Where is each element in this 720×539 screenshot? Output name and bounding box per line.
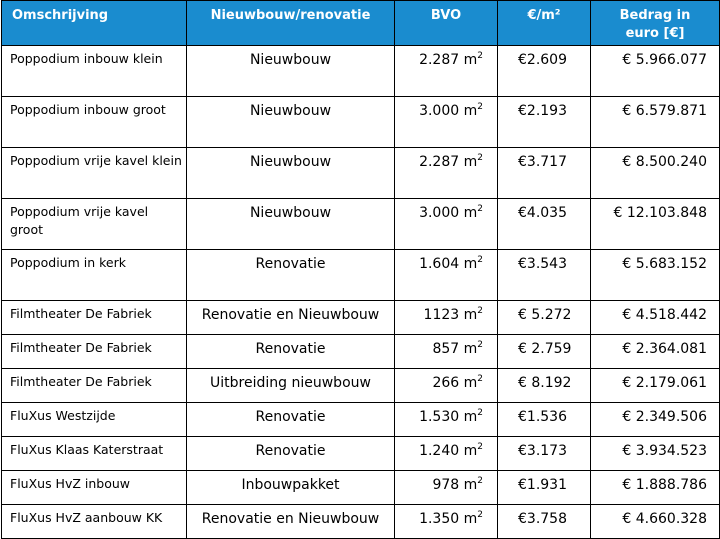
cell-bvo bbox=[395, 148, 498, 199]
cell-amount: € 5.683.152 bbox=[591, 250, 720, 301]
header-row bbox=[2, 1, 720, 46]
cell-bvo bbox=[395, 505, 498, 539]
cell-price-per-m2: €4.035 bbox=[498, 199, 591, 250]
table-row bbox=[2, 250, 720, 301]
bvo-unit: m bbox=[463, 443, 478, 459]
cell-price-per-m2: €3.758 bbox=[498, 505, 591, 539]
cell-type: Nieuwbouw bbox=[187, 148, 395, 199]
cell-type: Renovatie bbox=[187, 335, 395, 369]
cell-bvo bbox=[395, 250, 498, 301]
cell-price-per-m2: €3.717 bbox=[498, 148, 591, 199]
bvo-value: 3.000 bbox=[419, 103, 460, 119]
header-price-per-m2: €/m² bbox=[498, 1, 591, 46]
cell-type: Renovatie bbox=[187, 403, 395, 437]
bvo-unit: m bbox=[463, 103, 478, 119]
cell-price-per-m2: €3.173 bbox=[498, 437, 591, 471]
bvo-unit-exponent: 2 bbox=[477, 408, 483, 418]
cell-amount: € 3.934.523 bbox=[591, 437, 720, 471]
cell-amount: € 4.518.442 bbox=[591, 301, 720, 335]
bvo-unit-exponent: 2 bbox=[477, 51, 483, 61]
cell-price-per-m2: €2.193 bbox=[498, 97, 591, 148]
bvo-unit-exponent: 2 bbox=[477, 204, 483, 214]
cell-type: Nieuwbouw bbox=[187, 46, 395, 97]
cell-amount: € 12.103.848 bbox=[591, 199, 720, 250]
table-row bbox=[2, 403, 720, 437]
header-amount-line1: Bedrag in bbox=[619, 8, 691, 23]
bvo-value: 978 bbox=[432, 477, 460, 493]
bvo-unit-exponent: 2 bbox=[477, 374, 483, 384]
table-row bbox=[2, 46, 720, 97]
bvo-unit: m bbox=[463, 341, 478, 357]
bvo-unit-exponent: 2 bbox=[477, 442, 483, 452]
bvo-value: 1.240 bbox=[419, 443, 460, 459]
bvo-value: 3.000 bbox=[419, 205, 460, 221]
table-row bbox=[2, 148, 720, 199]
cell-bvo bbox=[395, 335, 498, 369]
cost-table bbox=[1, 0, 720, 539]
bvo-unit-exponent: 2 bbox=[477, 255, 483, 265]
bvo-unit: m bbox=[463, 52, 478, 68]
header-amount-line2: euro [€] bbox=[625, 26, 685, 41]
cell-omschrijving: Poppodium inbouw klein bbox=[2, 46, 187, 97]
cell-type: Renovatie bbox=[187, 250, 395, 301]
bvo-unit-exponent: 2 bbox=[477, 306, 483, 316]
cell-type: Renovatie en Nieuwbouw bbox=[187, 505, 395, 539]
cell-omschrijving: FluXus HvZ aanbouw KK bbox=[2, 505, 187, 539]
header-amount bbox=[591, 1, 720, 46]
cell-omschrijving: Filmtheater De Fabriek bbox=[2, 369, 187, 403]
bvo-unit: m bbox=[463, 511, 478, 527]
cell-amount: € 1.888.786 bbox=[591, 471, 720, 505]
bvo-unit-exponent: 2 bbox=[477, 102, 483, 112]
cell-price-per-m2: € 2.759 bbox=[498, 335, 591, 369]
table-row bbox=[2, 437, 720, 471]
cell-bvo bbox=[395, 471, 498, 505]
bvo-unit: m bbox=[463, 256, 478, 272]
cell-price-per-m2: €1.931 bbox=[498, 471, 591, 505]
bvo-unit: m bbox=[463, 307, 478, 323]
table-row bbox=[2, 369, 720, 403]
cell-omschrijving: FluXus Klaas Katerstraat bbox=[2, 437, 187, 471]
cell-price-per-m2: € 8.192 bbox=[498, 369, 591, 403]
cell-amount: € 5.966.077 bbox=[591, 46, 720, 97]
bvo-unit: m bbox=[463, 409, 478, 425]
cell-omschrijving: Poppodium in kerk bbox=[2, 250, 187, 301]
cell-amount: € 6.579.871 bbox=[591, 97, 720, 148]
bvo-unit-exponent: 2 bbox=[477, 340, 483, 350]
table-row bbox=[2, 505, 720, 539]
cell-omschrijving: Poppodium vrije kavel groot bbox=[2, 199, 187, 250]
bvo-value: 2.287 bbox=[419, 154, 460, 170]
bvo-unit: m bbox=[463, 375, 478, 391]
bvo-value: 2.287 bbox=[419, 52, 460, 68]
bvo-unit-exponent: 2 bbox=[477, 476, 483, 486]
header-bvo: BVO bbox=[395, 1, 498, 46]
header-omschrijving: Omschrijving bbox=[2, 1, 187, 46]
cell-type: Inbouwpakket bbox=[187, 471, 395, 505]
cell-price-per-m2: €1.536 bbox=[498, 403, 591, 437]
bvo-value: 266 bbox=[432, 375, 460, 391]
cell-amount: € 2.349.506 bbox=[591, 403, 720, 437]
bvo-value: 1123 bbox=[423, 307, 460, 323]
cell-omschrijving: Filmtheater De Fabriek bbox=[2, 301, 187, 335]
table-row bbox=[2, 335, 720, 369]
cell-type: Nieuwbouw bbox=[187, 97, 395, 148]
table-row bbox=[2, 97, 720, 148]
cell-amount: € 2.364.081 bbox=[591, 335, 720, 369]
cell-type: Nieuwbouw bbox=[187, 199, 395, 250]
cell-type: Renovatie en Nieuwbouw bbox=[187, 301, 395, 335]
bvo-unit-exponent: 2 bbox=[477, 153, 483, 163]
cell-omschrijving: Poppodium vrije kavel klein bbox=[2, 148, 187, 199]
cell-amount: € 4.660.328 bbox=[591, 505, 720, 539]
table-row bbox=[2, 471, 720, 505]
cell-omschrijving: FluXus Westzijde bbox=[2, 403, 187, 437]
bvo-value: 857 bbox=[432, 341, 460, 357]
cell-bvo bbox=[395, 369, 498, 403]
cell-price-per-m2: €3.543 bbox=[498, 250, 591, 301]
cell-bvo bbox=[395, 46, 498, 97]
cell-type: Renovatie bbox=[187, 437, 395, 471]
cell-amount: € 2.179.061 bbox=[591, 369, 720, 403]
cell-bvo bbox=[395, 97, 498, 148]
cell-amount: € 8.500.240 bbox=[591, 148, 720, 199]
cell-omschrijving: FluXus HvZ inbouw bbox=[2, 471, 187, 505]
bvo-value: 1.604 bbox=[419, 256, 460, 272]
cell-bvo bbox=[395, 199, 498, 250]
table-row bbox=[2, 199, 720, 250]
table-row bbox=[2, 301, 720, 335]
header-type: Nieuwbouw/renovatie bbox=[187, 1, 395, 46]
cell-price-per-m2: €2.609 bbox=[498, 46, 591, 97]
bvo-unit: m bbox=[463, 154, 478, 170]
bvo-unit: m bbox=[463, 205, 478, 221]
cell-bvo bbox=[395, 403, 498, 437]
cell-bvo bbox=[395, 437, 498, 471]
cell-price-per-m2: € 5.272 bbox=[498, 301, 591, 335]
bvo-value: 1.530 bbox=[419, 409, 460, 425]
bvo-unit: m bbox=[463, 477, 478, 493]
bvo-value: 1.350 bbox=[419, 511, 460, 527]
cell-type: Uitbreiding nieuwbouw bbox=[187, 369, 395, 403]
cell-omschrijving: Filmtheater De Fabriek bbox=[2, 335, 187, 369]
cell-omschrijving: Poppodium inbouw groot bbox=[2, 97, 187, 148]
cell-bvo bbox=[395, 301, 498, 335]
bvo-unit-exponent: 2 bbox=[477, 510, 483, 520]
